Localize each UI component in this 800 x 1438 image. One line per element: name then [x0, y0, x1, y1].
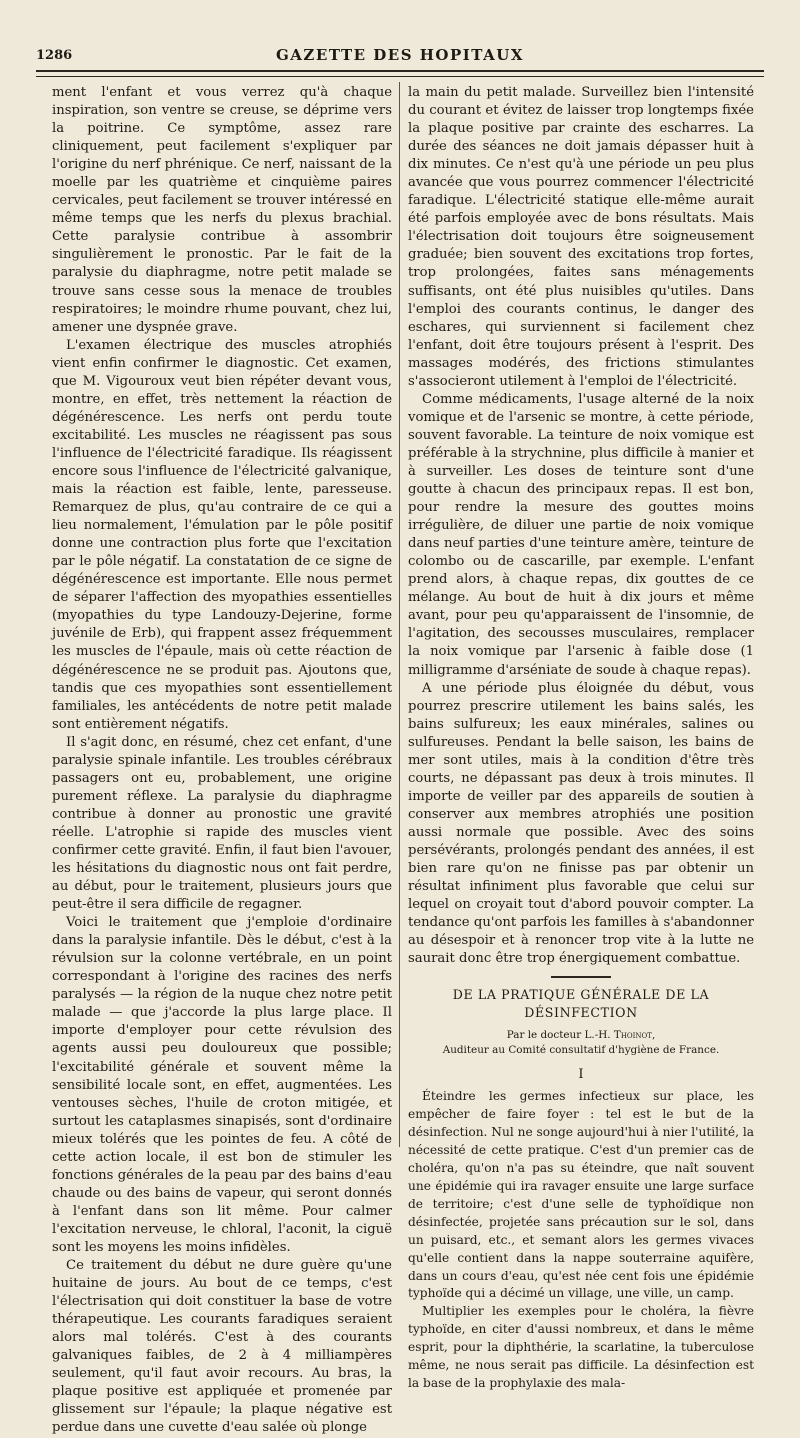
paragraph: Comme médicaments, l'usage alterné de la noix vomique et de l'arsenic se montre, à cette période, souvent favorable. La teinture de noix vomique est préférable à la strychnine, plus difficile à manier et à surveiller. Les doses de teinture sont d'une goutte à chacun des principaux repas. Il est bon, pour rendre la mesure des gouttes moins irrégulière, de diluer une partie de noix vomique dans neuf parties d'une teinture amère, teinture de colombo ou de cascarille, par exemple. L'enfant prend alors, à chaque repas, dix gouttes de ce mélange. Au bout de huit à dix jours et même avant, pour peu qu'apparaissent de l'insomnie, de l'agitation, des secousses musculaires, remplacer la noix vomique par l'arsenic à faible dose (1 milligramme d'arséniate de soude à chaque repas). — [408, 391, 754, 678]
article-body — [408, 1088, 754, 1392]
paragraph: Multiplier les exemples pour le choléra, la fièvre typhoïde, en citer d'aussi nombreux, et dans le même esprit, pour la diphthérie, la scarlatine, la tuberculose même, ne nous serait pas difficile. La désinfection est la base de la prophylaxie des mala- — [408, 1304, 754, 1390]
paragraph: la main du petit malade. Surveillez bien l'intensité du courant et évitez de laisser trop longtemps fixée la plaque positive par crainte des escharres. La durée des séances ne doit jamais dépasser huit à dix minutes. Ce n'est qu'à une période un peu plus avancée que vous pourrez commencer l'électricité faradique. L'électricité statique elle-même aurait été parfois employée avec de bons résultats. Mais l'électrisation doit toujours être soigneusement graduée; bien souvent des excitations trop fortes, trop prolongées, faites sans ménagements suffisants, ont été plus nuisibles qu'utiles. Dans l'emploi des courants continus, le danger des eschares, qui surviennent si facilement chez l'enfant, doit être toujours présent à l'esprit. Des massages modérés, des frictions stimulantes s'associeront utilement à l'emploi de l'électricité. — [408, 85, 754, 389]
article-byline — [408, 1028, 754, 1043]
column-divider — [399, 82, 400, 1147]
paragraph: Il s'agit donc, en résumé, chez cet enfant, d'une paralysie spinale infantile. Les troubles cérébraux passagers ont eu, probablement, une origine purement réflexe. La paralysie du diaphragme contribue à donner au pronostic une gravité réelle. L'atrophie si rapide des muscles vient confirmer cette gravité. Enfin, il faut bien l'avouer, les hésitations du diagnostic nous ont fait perdre, au début, pour le traitement, plusieurs jours que peut-être il sera difficile de regagner. — [52, 734, 393, 913]
author-name: L.-H. Thoinot, — [584, 1029, 656, 1042]
paragraph: Voici le traitement que j'emploie d'ordinaire dans la paralysie infantile. Dès le début, c'est à la révulsion sur la colonne vertébrale, en un point correspondant à l'origine des racines des nerfs paralysés — la région de la nuque chez notre petit malade — que j'accorde la plus large place. Il importe d'employer pour cette révulsion des agents aussi peu douloureux que possible; l'excitabilité générale et souvent même la sensibilité locale sont, en effet, augmentées. Les ventouses sèches, l'huile de croton mitigée, et surtout les cataplasmes sinapisés, sont d'ordinaire mieux tolérés que les pointes de feu. A côté de cette action locale, il est bon de stimuler les fonctions générales de la peau par des bains d'eau chaude ou des bains de vapeur, qui seront donnés à l'enfant dans son lit même. Pour calmer l'excitation nerveuse, le chloral, l'aconit, la ciguë sont les moyens les moins infidèles. — [52, 915, 392, 1255]
header-rule — [36, 70, 764, 72]
paragraph: Ce traitement du début ne dure guère qu'une huitaine de jours. Au bout de ce temps, c'est l'électrisation qui doit constituer la base de votre thérapeutique. Les courants faradiques seraient alors mal tolérés. C'est à des courants galvaniques faibles, de 2 à 4 milliampères seulement, qu'il faut avoir recours. Au bras, la plaque positive est appliquée et promenée par glissement sur l'épaule; la plaque négative est perdue dans une cuvette d'eau salée où plonge — [52, 1258, 392, 1436]
journal-title: GAZETTE DES HOPITAUX — [275, 46, 524, 64]
paragraph: A une période plus éloignée du début, vous pourrez prescrire utilement les bains salés, les bains sulfureux; les eaux minérales, salines ou sulfureuses. Pendant la belle saison, les bains de mer sont utiles, mais à la condition d'être très courts, ne dépassant pas deux à trois minutes. Il importe de veiller par des appareils de soutien à conserver aux membres atrophiés une position aussi normale que possible. Avec des soins persévérants, prolongés pendant des années, il est bien rare qu'on ne finisse pas par obtenir un résultat infiniment plus favorable que celui sur lequel on croyait tout d'abord pouvoir compter. La tendance qu'ont parfois les familles à s'abandonner au désespoir et à renoncer trop vite à la lutte ne saurait donc être trop énergiquement combattue. — [408, 680, 754, 967]
paragraph: ment l'enfant et vous verrez qu'à chaque inspiration, son ventre se creuse, se déprime vers la poitrine. Ce symptôme, assez rare cliniquement, peut facilement s'expliquer par l'origine du nerf phrénique. Ce nerf, naissant de la moelle par les quatrième et cinquième paires cervicales, peut facilement se trouver intéressé en même temps que les nerfs du plexus brachial. Cette paralysie contribue à assombrir singulièrement le pronostic. Par le fait de la paralysie du diaphragme, notre petit malade se trouve sans cesse sous la menace de troubles respiratoires; le moindre rhume pouvant, chez lui, amener une dyspnée grave. — [52, 85, 392, 335]
article-title: DE LA PRATIQUE GÉNÉRALE DE LA DÉSINFECTION — [452, 987, 710, 1021]
section-number: I — [578, 1067, 584, 1083]
left-column — [52, 84, 393, 1436]
page-header — [36, 44, 764, 66]
right-column — [408, 84, 754, 1390]
author-affiliation: Auditeur au Comité consultatif d'hygiène de France. — [442, 1044, 720, 1057]
byline-prefix: Par le docteur — [506, 1029, 582, 1042]
paragraph: Éteindre les germes infectieux sur place, les empêcher de faire foyer : tel est le but de la désinfection. Nul ne songe aujourd'hui à nier l'utilité, la nécessité de cette pratique. C'est d'un premier cas de choléra, qu'on n'a pas su éteindre, que naît souvent une épidémie qui ira ravager ensuite une large surface de territoire; c'est d'une selle de typhoïdique non désinfectée, projetée sans précaution sur le sol, dans un puisard, etc., et semant alors les germes vivaces qu'elle contient dans la nappe souterraine aquifère, dans un cours d'eau, qu'est née cent fois une épidémie typhoïde qui a décimé un village, une ville, un camp. — [408, 1089, 754, 1301]
section-separator — [551, 976, 611, 978]
header-rule-thin — [36, 76, 764, 77]
paragraph: L'examen électrique des muscles atrophiés vient enfin confirmer le diagnostic. Cet examen, que M. Vigouroux veut bien répéter devant vous, montre, en effet, très nettement la réaction de dégénérescence. Les nerfs ont perdu toute excitabilité. Les muscles ne réagissent pas sous l'influence de l'électricité faradique. Ils réagissent encore sous l'influence de l'électricité galvanique, mais la réaction est faible, lente, paresseuse. Remarquez de plus, qu'au contraire de ce qui a lieu normalement, l'émulation par le pôle positif donne une contraction plus forte que l'excitation par le pôle négatif. La constatation de ce signe de dégénérescence est importante. Elle nous permet de séparer l'affection des myopathies essentielles (myopathies du type Landouzy-Dejerine, forme juvénile de Erb), qui frappent assez fréquemment les muscles de l'épaule, mais où cette réaction de dégénérescence ne se produit pas. Ajoutons que, tandis que ces myopathies sont essentiellement familiales, les antécédents de notre petit malade sont entièrement négatifs. — [52, 337, 392, 732]
page-number: 1286 — [36, 48, 73, 63]
